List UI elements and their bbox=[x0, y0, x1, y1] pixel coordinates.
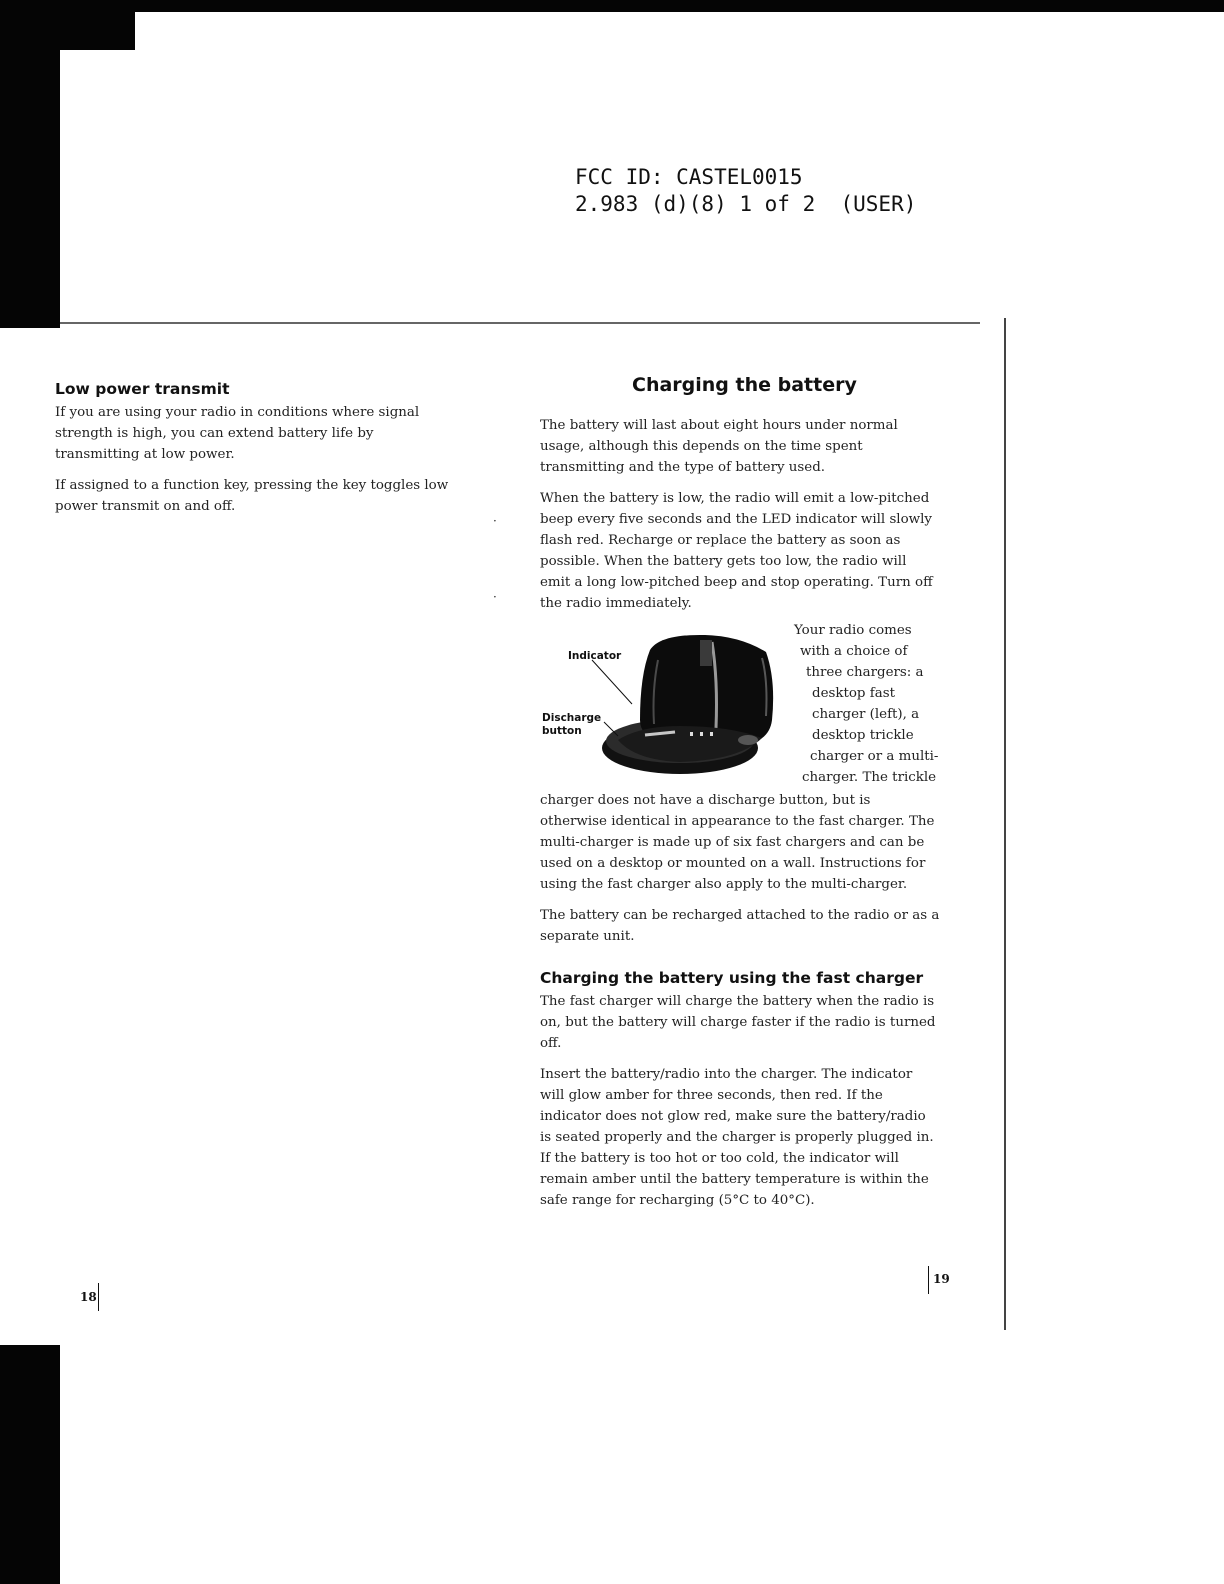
charger-types-paragraph: charger does not have a discharge button, but is otherwise identical in appearance to the fast charger. The multi-charger is made up of six fast chargers and can be used on a desktop or mounted on a wall. Instructions for using the fast charger also apply to the multi-charger. bbox=[540, 793, 935, 892]
fast-charger-paragraph-2: Insert the battery/radio into the charger. The indicator will glow amber for three seconds, then red. If the indicator does not glow red, make sure the battery/radio is seated properly and the charger is properly plugged in. If the battery is too hot or too cold, the indicator will remain amber until the battery temperature is within the safe range for recharging (5°C to 40°C). bbox=[540, 1067, 934, 1208]
charger-illustration-icon bbox=[540, 620, 790, 790]
wrap-line-5: charger (left), a bbox=[812, 707, 920, 722]
wrap-line-2: with a choice of bbox=[800, 644, 908, 659]
separate-unit-paragraph: The battery can be recharged attached to the radio or as a separate unit. bbox=[540, 908, 940, 944]
low-power-paragraph-1: If you are using your radio in conditions where signal strength is high, you can extend battery life by transmitting at low power. bbox=[55, 405, 420, 462]
scan-border-left-upper bbox=[0, 50, 60, 328]
page-number-left-rule bbox=[98, 1283, 99, 1311]
page-number-left: 18 bbox=[80, 1290, 97, 1304]
fcc-stamp bbox=[575, 164, 916, 218]
page-number-right: 19 bbox=[933, 1272, 950, 1286]
left-page-column bbox=[55, 380, 450, 517]
page-title: Charging the battery bbox=[632, 374, 857, 396]
wrap-line-7: charger or a multi- bbox=[810, 749, 939, 764]
low-power-paragraph-2: If assigned to a function key, pressing the key toggles low power transmit on and off. bbox=[55, 478, 449, 514]
margin-speck: · bbox=[493, 514, 497, 528]
scan-border-left-lower bbox=[0, 1345, 60, 1584]
low-power-heading: Low power transmit bbox=[55, 380, 230, 398]
battery-life-paragraph: The battery will last about eight hours under normal usage, although this depends on the time spent transmitting and the type of battery used. bbox=[540, 418, 898, 475]
discharge-label bbox=[542, 712, 601, 738]
right-page-column bbox=[540, 415, 940, 1211]
scan-border-top bbox=[0, 0, 1224, 12]
page-edge-top bbox=[60, 322, 980, 324]
page-number-right-rule bbox=[928, 1266, 929, 1294]
fcc-id-line: FCC ID: CASTEL0015 bbox=[575, 165, 803, 189]
indicator-label: Indicator bbox=[568, 650, 622, 662]
wrap-line-4: desktop fast bbox=[812, 686, 895, 701]
wrap-line-6: desktop trickle bbox=[812, 728, 914, 743]
low-battery-paragraph: When the battery is low, the radio will emit a low-pitched beep every five seconds and the LED indicator will slowly flash red. Recharge or replace the battery as soon as possible. When the battery gets too low, the radio will emit a long low-pitched beep and stop operating. Turn off the radio immediately. bbox=[540, 491, 933, 611]
wrap-line-8: charger. The trickle bbox=[802, 770, 937, 785]
discharge-label-line2: button bbox=[542, 725, 582, 737]
page-edge-right bbox=[1004, 318, 1006, 1330]
fast-charger-paragraph-1: The fast charger will charge the battery when the radio is on, but the battery will charge faster if the radio is turned off. bbox=[540, 994, 936, 1051]
margin-speck: · bbox=[493, 590, 497, 604]
fast-charger-heading: Charging the battery using the fast charger bbox=[540, 969, 924, 987]
charger-figure bbox=[540, 620, 940, 790]
wrap-line-3: three chargers: a bbox=[806, 665, 924, 680]
scan-border-top-left bbox=[0, 0, 135, 50]
wrap-line-1: Your radio comes bbox=[794, 623, 912, 638]
discharge-label-line1: Discharge bbox=[542, 712, 602, 724]
fcc-rule-line: 2.983 (d)(8) 1 of 2 (USER) bbox=[575, 192, 917, 216]
